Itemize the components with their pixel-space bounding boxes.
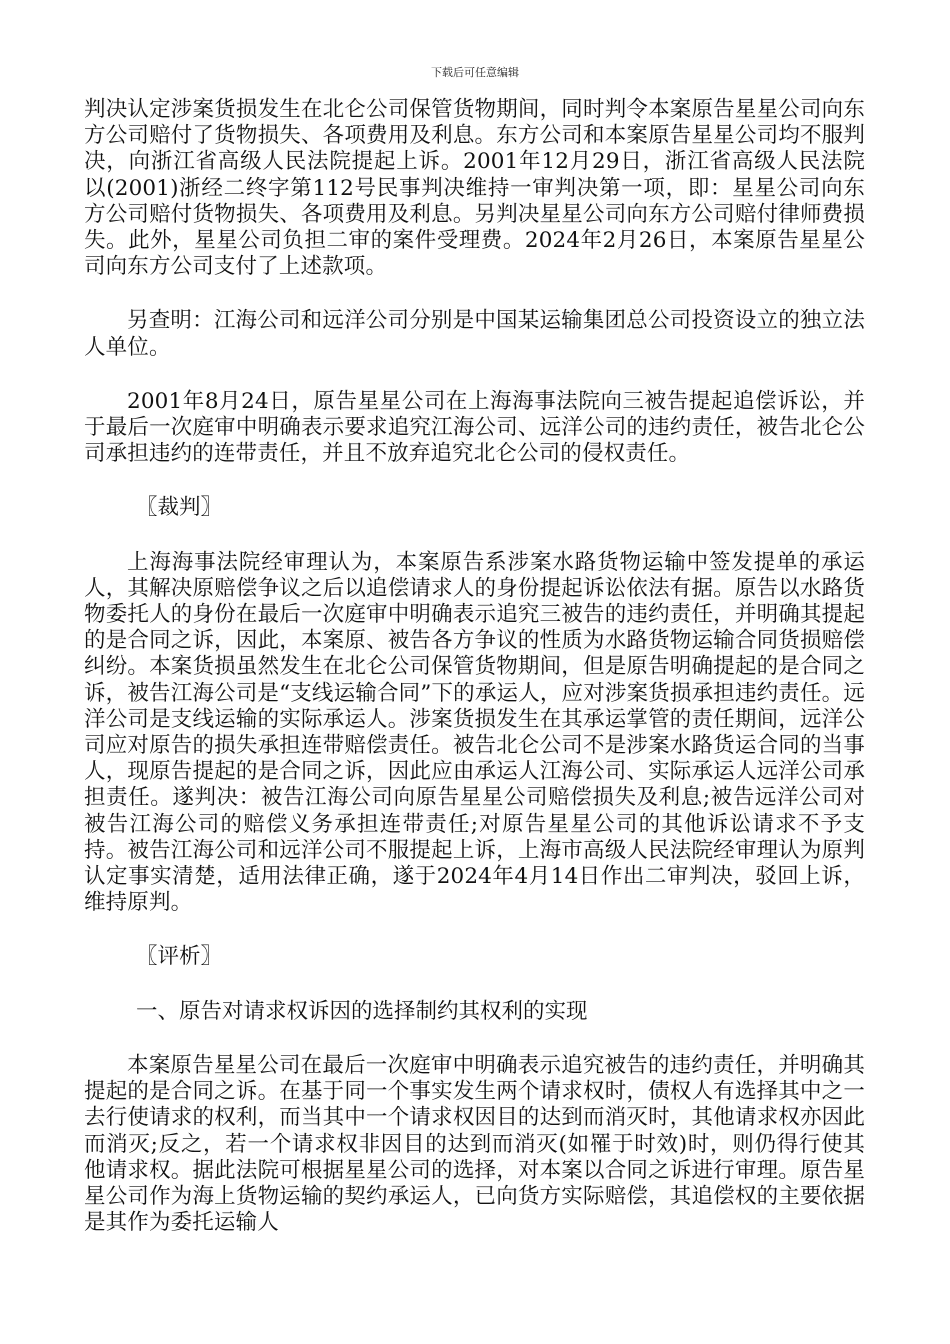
paragraph-court-ruling: 上海海事法院经审理认为，本案原告系涉案水路货物运输中签发提单的承运人，其解决原赔偿争议之后以追偿请求人的身份提起诉讼依法有据。原告以水路货物委托人的身份在最后一次庭审中明确表示追究三被告的违约责任，并明确其提起的是合同之诉，因此，本案原、被告各方争议的性质为水路货物运输合同货损赔偿纠纷。本案货损虽然发生在北仑公司保管货物期间，但是原告明确提起的是合同之诉，被告江海公司是“支线运输合同”下的承运人，应对涉案货损承担违约责任。远洋公司是支线运输的实际承运人。涉案货损发生在其承运掌管的责任期间，远洋公司应对原告的损失承担连带赔偿责任。被告北仑公司不是涉案水路货运合同的当事人，现原告提起的是合同之诉，因此应由承运人江海公司、实际承运人远洋公司承担责任。遂判决：被告江海公司向原告星星公司赔偿损失及利息;被告远洋公司对被告江海公司的赔偿义务承担连带责任;对原告星星公司的其他诉讼请求不予支持。被告江海公司和远洋公司不服提起上诉，上海市高级人民法院经审理认为原判认定事实清楚，适用法律正确，遂于2024年4月14日作出二审判决，驳回上诉，维持原判。 <box>84 549 865 916</box>
paragraph-recourse-suit: 2001年8月24日，原告星星公司在上海海事法院向三被告提起追偿诉讼，并于最后一次庭审中明确表示要求追究江海公司、远洋公司的违约责任，被告北仑公司承担违约的连带责任，并且不放弃追究北仑公司的侵权责任。 <box>84 388 865 467</box>
section-heading-analysis: 〖评析〗 <box>136 944 223 970</box>
section-heading-judgment: 〖裁判〗 <box>136 495 223 521</box>
subsection-heading-claim-choice: 一、原告对请求权诉因的选择制约其权利的实现 <box>136 998 588 1024</box>
paragraph-analysis-body: 本案原告星星公司在最后一次庭审中明确表示追究被告的违约责任，并明确其提起的是合同之诉。在基于同一个事实发生两个请求权时，债权人有选择其中之一去行使请求的权利，而当其中一个请求权因目的达到而消灭时，其他请求权亦因此而消灭;反之，若一个请求权非因目的达到而消灭(如罹于时效)时，则仍得行使其他请求权。据此法院可根据星星公司的选择，对本案以合同之诉进行审理。原告星星公司作为海上货物运输的契约承运人，已向货方实际赔偿，其追偿权的主要依据是其作为委托运输人 <box>84 1052 865 1236</box>
paragraph-judgment-continuation: 判决认定涉案货损发生在北仑公司保管货物期间，同时判令本案原告星星公司向东方公司赔付了货物损失、各项费用及利息。东方公司和本案原告星星公司均不服判决，向浙江省高级人民法院提起上诉。2001年12月29日，浙江省高级人民法院以(2001)浙经二终字第112号民事判决维持一审判决第一项，即：星星公司向东方公司赔付货物损失、各项费用及利息。另判决星星公司向东方公司赔付律师费损失。此外，星星公司负担二审的案件受理费。2024年2月26日，本案原告星星公司向东方公司支付了上述款项。 <box>84 97 865 280</box>
paragraph-further-finding: 另查明：江海公司和远洋公司分别是中国某运输集团总公司投资设立的独立法人单位。 <box>84 308 865 360</box>
document-body <box>84 97 865 1236</box>
download-note: 下载后可任意编辑 <box>431 66 519 79</box>
